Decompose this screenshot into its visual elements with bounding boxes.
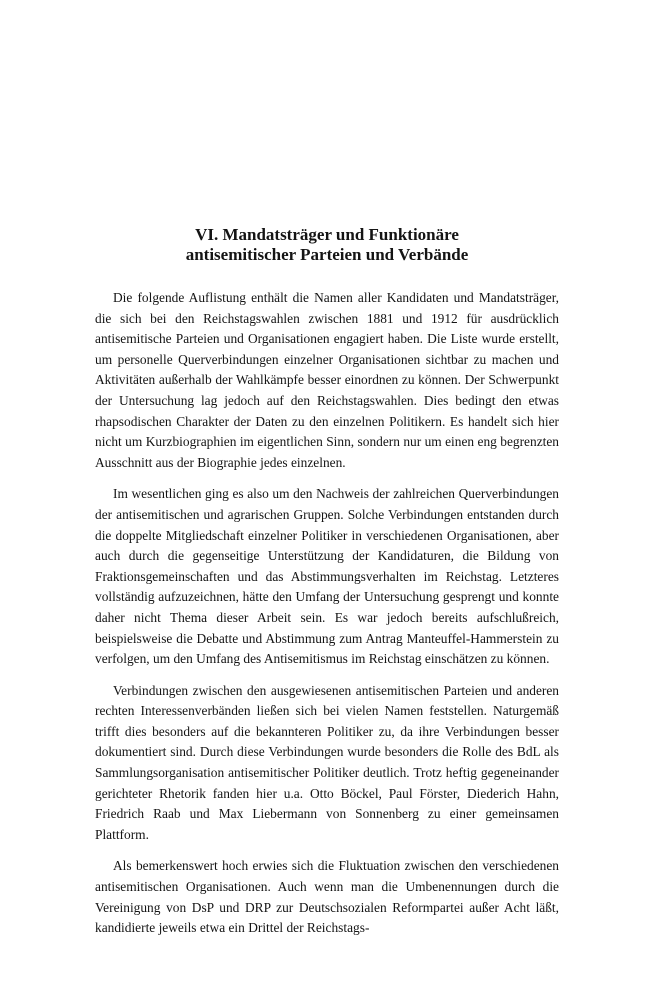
paragraph-3: Verbindungen zwischen den ausgewiesenen antisemitischen Parteien und anderen rechten Interessenverbänden ließen sich bei vielen Namen feststellen. Naturgemäß trifft dies besonders auf die bekannteren Politiker zu, da ihre Verbindungen besser dokumentiert sind. Durch diese Verbindungen wurde besonders die Rolle des BdL als Sammlungsorganisation antisemitischer Politiker deutlich. Trotz heftig gegeneinander gerichteter Rhetorik fanden hier u.a. Otto Böckel, Paul Förster, Diederich Hahn, Friedrich Raab und Max Liebermann von Sonnenberg zu einer gemeinsamen Plattform. [95,682,559,842]
document-page [95,0,559,950]
paragraph-4: Als bemerkenswert hoch erwies sich die Fluktuation zwischen den verschiedenen antisemitischen Organisationen. Auch wenn man die Umbenennungen durch die Vereinigung von DsP und DRP zur Deutschsozialen Reformpartei außer Acht läßt, kandidierte jeweils etwa ein Drittel der Reichstags- [95,858,559,936]
chapter-heading-line-2: antisemitischer Parteien und Verbände [185,245,469,264]
chapter-heading-line-1: VI. Mandatsträger und Funktionäre [195,225,459,244]
paragraph-1: Die folgende Auflistung enthält die Namen aller Kandidaten und Mandatsträger, die sich bei den Reichstagswahlen zwischen 1881 und 1912 für ausdrücklich antisemitische Parteien und Organisationen engagiert haben. Die Liste wurde erstellt, um personelle Querverbindungen einzelner Organisationen sichtbar zu machen und Aktivitäten außerhalb der Wahlkämpfe besser einordnen zu können. Der Schwerpunkt der Untersuchung lag jedoch auf den Reichstagswahlen. Dies bedingt den etwas rhapsodischen Charakter der Daten zu den einzelnen Politikern. Es handelt sich hier nicht um Kurzbiographien im eigentlichen Sinn, sondern nur um einen eng begrenzten Ausschnitt aus der Biographie jedes einzelnen. [95,290,559,470]
body-text [95,288,559,939]
chapter-heading [95,225,559,265]
paragraph-2: Im wesentlichen ging es also um den Nachweis der zahlreichen Querverbindungen der antisemitischen und agrarischen Gruppen. Solche Verbindungen entstanden durch die doppelte Mitgliedschaft einzelner Politiker in verschiedenen Organisationen, aber auch durch die gegenseitige Unterstützung der Kandidaturen, die Bildung von Fraktionsgemeinschaften und das Abstimmungsverhalten im Reichstag. Letzteres vollständig aufzuzeichnen, hätte den Umfang der Untersuchung gesprengt und konnte daher nicht Thema dieser Arbeit sein. Es war jedoch bereits aufschlußreich, beispielsweise die Debatte und Abstimmung zum Antrag Manteuffel-Hammerstein zu verfolgen, um den Umfang des Antisemitismus im Reichstag einschätzen zu können. [95,486,559,667]
